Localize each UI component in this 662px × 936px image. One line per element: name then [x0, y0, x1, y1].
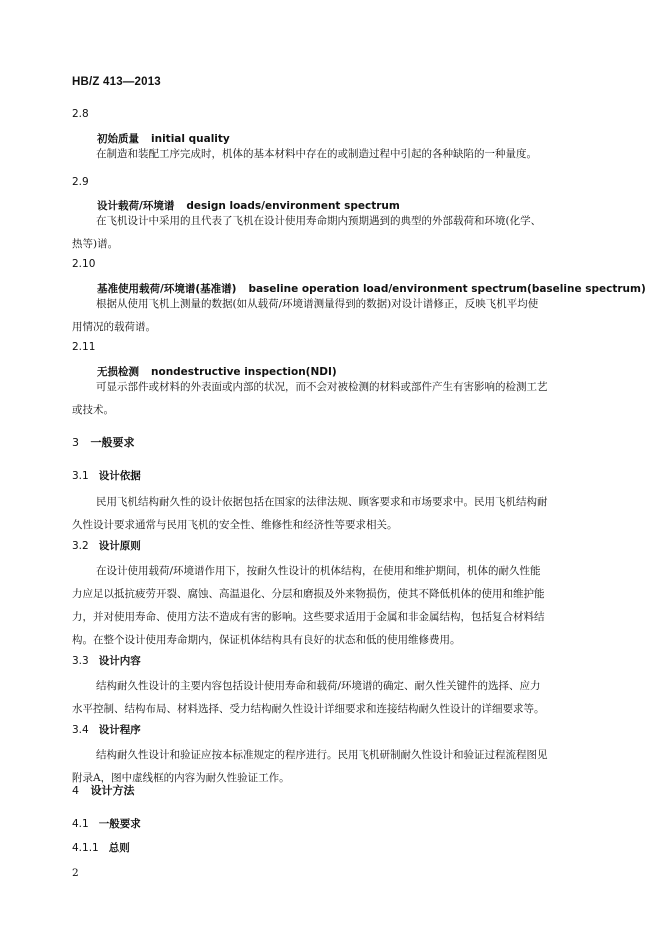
subsection-number: 3.1	[72, 470, 89, 482]
subsection-heading	[72, 653, 141, 668]
term-definition	[72, 143, 594, 166]
text-line: 力应足以抵抗疲劳开裂、腐蚀、高温退化、分层和磨损及外来物损伤，使其不降低机体的使用和维护能	[72, 588, 545, 600]
clause-number: 2.11	[72, 341, 96, 353]
term-definition	[72, 293, 594, 339]
subsection-title: 设计依据	[98, 470, 141, 482]
text-line: 热等)谱。	[72, 238, 119, 250]
text-line: 水平控制、结构布局、材料选择、受力结构耐久性设计详细要求和连接结构耐久性设计的详细要求等。	[72, 703, 545, 715]
subsection-number: 3.4	[72, 724, 89, 736]
subsection-heading	[72, 840, 130, 855]
text-line: 结构耐久性设计的主要内容包括设计使用寿命和载荷/环境谱的确定、耐久性关键件的选择、应力	[96, 680, 541, 692]
term-zh: 设计载荷/环境谱	[97, 200, 175, 212]
subsection-number: 4.1	[72, 818, 89, 830]
clause-number: 2.8	[72, 108, 89, 120]
text-line: 在制造和装配工序完成时，机体的基本材料中存在的或制造过程中引起的各种缺陷的一种量度。	[96, 148, 537, 160]
text-line: 附录A，图中虚线框的内容为耐久性验证工作。	[72, 772, 290, 784]
section-title: 设计方法	[90, 784, 135, 797]
subsection-title: 总则	[108, 842, 130, 854]
text-line: 在设计使用载荷/环境谱作用下，按耐久性设计的机体结构，在使用和维护期间，机体的耐久性能	[96, 565, 541, 577]
term-definition	[72, 376, 594, 422]
text-line: 力，并对使用寿命、使用方法不造成有害的影响。这些要求适用于金属和非金属结构，包括复合材料结	[72, 611, 545, 623]
paragraph	[72, 491, 594, 537]
text-line: 用情况的载荷谱。	[72, 321, 156, 333]
text-line: 结构耐久性设计和验证应按本标准规定的程序进行。民用飞机研制耐久性设计和验证过程流程图见	[96, 749, 548, 761]
section-heading	[72, 434, 135, 450]
subsection-title: 设计内容	[98, 655, 141, 667]
text-line: 久性设计要求通常与民用飞机的安全性、维修性和经济性等要求相关。	[72, 519, 398, 531]
section-heading	[72, 782, 135, 798]
text-line: 民用飞机结构耐久性的设计依据包括在国家的法律法规、顾客要求和市场要求中。民用飞机结构耐	[96, 496, 548, 508]
subsection-title: 一般要求	[98, 818, 141, 830]
text-line: 在飞机设计中采用的且代表了飞机在设计使用寿命期内预期遇到的典型的外部载荷和环境(化学、	[96, 215, 542, 227]
subsection-heading	[72, 538, 141, 553]
section-title: 一般要求	[90, 436, 135, 449]
section-number: 4	[72, 784, 79, 797]
subsection-number: 3.2	[72, 540, 89, 552]
document-code: HB/Z 413—2013	[72, 76, 161, 88]
term-en: baseline operation load/environment spectrum(baseline spectrum)	[248, 283, 646, 295]
text-line: 构。在整个设计使用寿命期内，保证机体结构具有良好的状态和低的使用维修费用。	[72, 634, 461, 646]
page-number: 2	[72, 867, 79, 879]
term-zh: 无损检测	[97, 366, 139, 378]
text-line: 或技术。	[72, 404, 114, 416]
section-number: 3	[72, 436, 79, 449]
term-zh: 基准使用载荷/环境谱(基准谱)	[97, 283, 237, 295]
subsection-number: 4.1.1	[72, 842, 99, 854]
term-en: initial quality	[151, 133, 230, 145]
paragraph	[72, 744, 594, 790]
term-zh: 初始质量	[97, 133, 139, 145]
clause-number: 2.9	[72, 176, 89, 188]
subsection-number: 3.3	[72, 655, 89, 667]
clause-number: 2.10	[72, 258, 96, 270]
text-line: 可显示部件或材料的外表面或内部的状况，而不会对被检测的材料或部件产生有害影响的检测工艺	[96, 381, 548, 393]
subsection-heading	[72, 722, 141, 737]
term-definition	[72, 210, 594, 256]
subsection-heading	[72, 816, 141, 831]
subsection-title: 设计原则	[98, 540, 141, 552]
term-en: design loads/environment spectrum	[186, 200, 400, 212]
subsection-title: 设计程序	[98, 724, 141, 736]
paragraph	[72, 675, 594, 721]
term-en: nondestructive inspection(NDI)	[151, 366, 337, 378]
subsection-heading	[72, 468, 141, 483]
text-line: 根据从使用飞机上测量的数据(如从载荷/环境谱测量得到的数据)对设计谱修正，反映飞机平均使	[96, 298, 539, 310]
paragraph	[72, 560, 594, 652]
